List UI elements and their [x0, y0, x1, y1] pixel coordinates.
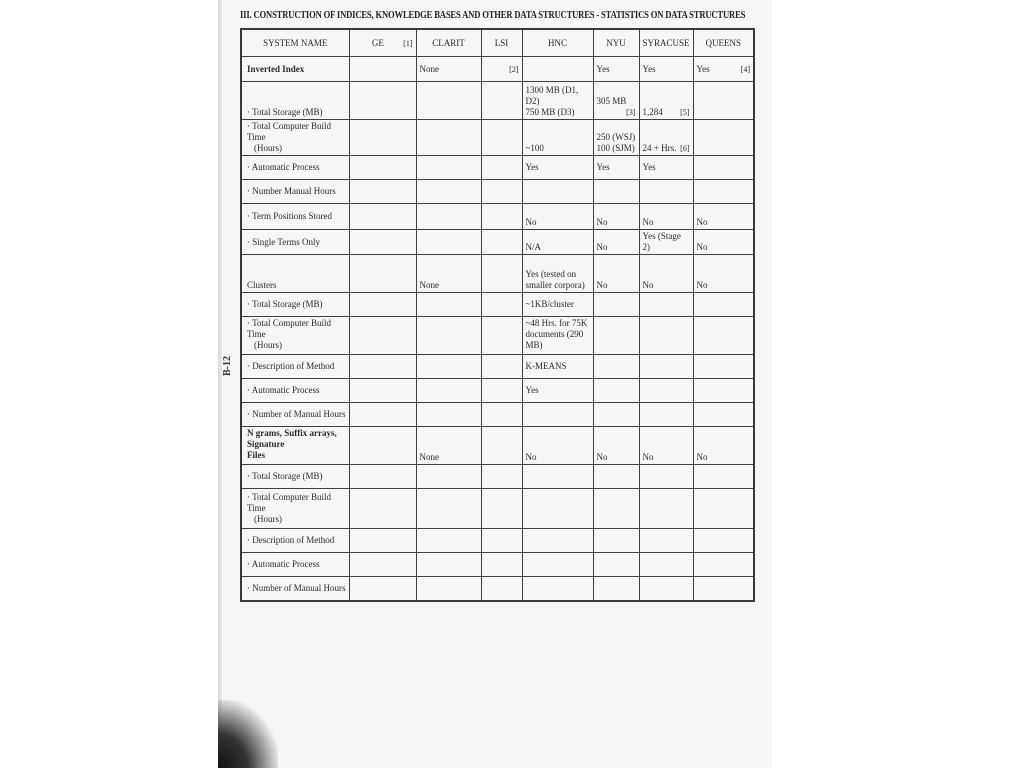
cell-nyu	[593, 120, 639, 156]
cell-ge	[349, 577, 416, 601]
cell-queens	[693, 82, 754, 120]
cell-hnc-line2: documents (290 MB)	[525, 329, 584, 350]
footnote-ref: [2]	[509, 64, 519, 74]
row-label: · Total Storage (MB)	[241, 82, 349, 120]
cell-clarit	[416, 577, 481, 601]
cell-nyu	[593, 317, 639, 355]
row-label-line1: · Total Computer Build Time	[247, 121, 331, 142]
table-row	[241, 180, 754, 204]
cell-syracuse: No	[639, 255, 693, 293]
cell-clarit	[416, 489, 481, 529]
row-label	[241, 120, 349, 156]
cell-nyu	[593, 577, 639, 601]
header-lsi: LSI	[481, 29, 522, 57]
cell-nyu: No	[593, 230, 639, 255]
cell-ge	[349, 204, 416, 230]
row-label-line1: N grams, Suffix arrays, Signature	[247, 428, 337, 449]
cell-nyu: No	[593, 255, 639, 293]
cell-hnc-line2: smaller corpora)	[525, 280, 585, 290]
cell-lsi	[481, 403, 522, 427]
cell-lsi	[481, 57, 522, 82]
cell-lsi	[481, 255, 522, 293]
cell-lsi	[481, 427, 522, 465]
cell-syracuse	[639, 317, 693, 355]
cell-lsi	[481, 293, 522, 317]
footnote-ref: [3]	[626, 108, 636, 117]
cell-syracuse	[639, 82, 693, 120]
cell-ge	[349, 57, 416, 82]
cell-queens: No	[693, 427, 754, 465]
cell-clarit	[416, 379, 481, 403]
cell-ge	[349, 293, 416, 317]
cell-clarit	[416, 120, 481, 156]
cell-syracuse	[639, 465, 693, 489]
cell-hnc	[522, 403, 593, 427]
cell-queens	[693, 553, 754, 577]
table-row	[241, 489, 754, 529]
row-label: · Term Positions Stored	[241, 204, 349, 230]
cell-nyu: No	[593, 204, 639, 230]
cell-nyu: No	[593, 427, 639, 465]
cell-ge	[349, 180, 416, 204]
table-row	[241, 57, 754, 82]
cell-ge	[349, 255, 416, 293]
cell-ge	[349, 465, 416, 489]
cell-queens	[693, 403, 754, 427]
row-label-line2: (Hours)	[254, 143, 282, 153]
document-title: III. CONSTRUCTION OF INDICES, KNOWLEDGE BASES AND OTHER DATA STRUCTURES - STATISTICS ON DATA STRUCTURES	[240, 10, 746, 21]
cell-syracuse	[639, 355, 693, 379]
cell-queens: No	[693, 204, 754, 230]
row-label: · Number of Manual Hours	[241, 403, 349, 427]
cell-hnc	[522, 529, 593, 553]
row-label-line2: (Hours)	[254, 514, 282, 524]
cell-nyu	[593, 82, 639, 120]
table-row	[241, 355, 754, 379]
header-clarit: CLARIT	[416, 29, 481, 57]
cell-lsi	[481, 489, 522, 529]
cell-queens	[693, 180, 754, 204]
cell-nyu: Yes	[593, 156, 639, 180]
table-row	[241, 255, 754, 293]
cell-syracuse	[639, 379, 693, 403]
cell-nyu	[593, 465, 639, 489]
cell-lsi	[481, 577, 522, 601]
header-hnc: HNC	[522, 29, 593, 57]
header-syracuse: SYRACUSE	[639, 29, 693, 57]
row-label: Clusters	[241, 255, 349, 293]
cell-ge	[349, 553, 416, 577]
cell-syracuse: Yes	[639, 156, 693, 180]
table-row	[241, 204, 754, 230]
table-row	[241, 403, 754, 427]
cell-hnc-line1: 1300 MB (D1, D2)	[525, 85, 579, 106]
cell-ge	[349, 230, 416, 255]
table-row	[241, 553, 754, 577]
cell-queens	[693, 489, 754, 529]
cell-nyu: Yes	[593, 57, 639, 82]
cell-syracuse	[639, 293, 693, 317]
cell-nyu	[593, 293, 639, 317]
row-label-line2: Files	[247, 450, 265, 460]
row-label: Inverted Index	[241, 57, 349, 82]
cell-syracuse	[639, 577, 693, 601]
row-label: · Single Terms Only	[241, 230, 349, 255]
header-ge-text: GE	[371, 37, 384, 48]
cell-hnc-line1: Yes (tested on	[525, 269, 577, 279]
cell-hnc: ~1KB/cluster	[522, 293, 593, 317]
cell-hnc	[522, 489, 593, 529]
table-row	[241, 465, 754, 489]
cell-nyu	[593, 355, 639, 379]
table-row	[241, 293, 754, 317]
cell-queens	[693, 577, 754, 601]
cell-syracuse	[639, 403, 693, 427]
cell-hnc: No	[522, 204, 593, 230]
cell-ge	[349, 379, 416, 403]
cell-ge	[349, 529, 416, 553]
header-queens: QUEENS	[693, 29, 754, 57]
cell-lsi	[481, 82, 522, 120]
table-row	[241, 317, 754, 355]
cell-lsi	[481, 230, 522, 255]
cell-syracuse: No	[639, 204, 693, 230]
header-system-name-text: SYSTEM NAME	[263, 37, 328, 48]
cell-nyu	[593, 403, 639, 427]
cell-ge	[349, 427, 416, 465]
cell-clarit	[416, 82, 481, 120]
cell-syracuse	[639, 180, 693, 204]
cell-nyu	[593, 529, 639, 553]
row-label-line2: (Hours)	[254, 340, 282, 350]
row-label-line1: · Total Computer Build Time	[247, 492, 331, 513]
cell-clarit	[416, 230, 481, 255]
cell-hnc-line1: ~48 Hrs. for 75K	[525, 318, 588, 328]
cell-nyu-line2: 100 (SJM)	[596, 143, 635, 153]
table-row	[241, 230, 754, 255]
cell-queens	[693, 379, 754, 403]
cell-lsi	[481, 180, 522, 204]
cell-syracuse: Yes (Stage 2)	[639, 230, 693, 255]
cell-hnc	[522, 255, 593, 293]
row-label	[241, 317, 349, 355]
cell-clarit	[416, 317, 481, 355]
cell-queens: No	[693, 255, 754, 293]
row-label-line1: · Total Computer Build Time	[247, 318, 331, 339]
cell-lsi	[481, 379, 522, 403]
cell-syracuse	[639, 120, 693, 156]
table-row	[241, 427, 754, 465]
table-header-row	[241, 29, 754, 57]
cell-syracuse	[639, 553, 693, 577]
cell-hnc	[522, 57, 593, 82]
cell-hnc: Yes	[522, 379, 593, 403]
cell-ge	[349, 317, 416, 355]
cell-queens	[693, 57, 754, 82]
table-row	[241, 577, 754, 601]
row-label: · Number Manual Hours	[241, 180, 349, 204]
cell-queens	[693, 465, 754, 489]
cell-nyu-line1: 250 (WSJ)	[596, 132, 636, 142]
cell-hnc	[522, 577, 593, 601]
cell-lsi	[481, 120, 522, 156]
cell-nyu	[593, 180, 639, 204]
cell-ge	[349, 82, 416, 120]
cell-lsi	[481, 204, 522, 230]
cell-clarit	[416, 403, 481, 427]
table-row	[241, 379, 754, 403]
header-system-name	[241, 29, 349, 57]
cell-nyu	[593, 489, 639, 529]
footnote-ref: [1]	[403, 38, 413, 48]
cell-nyu	[593, 553, 639, 577]
table-row	[241, 156, 754, 180]
cell-hnc	[522, 317, 593, 355]
cell-clarit	[416, 355, 481, 379]
cell-hnc: ~100	[522, 120, 593, 156]
page-number: B-12	[222, 356, 233, 376]
row-label: · Automatic Process	[241, 156, 349, 180]
cell-hnc: N/A	[522, 230, 593, 255]
cell-lsi	[481, 355, 522, 379]
cell-syracuse: Yes	[639, 57, 693, 82]
cell-clarit	[416, 293, 481, 317]
cell-queens	[693, 355, 754, 379]
cell-queens	[693, 120, 754, 156]
cell-clarit	[416, 204, 481, 230]
footnote-ref: [5]	[680, 108, 690, 117]
row-label: · Description of Method	[241, 355, 349, 379]
row-label: · Description of Method	[241, 529, 349, 553]
cell-nyu	[593, 379, 639, 403]
cell-clarit	[416, 529, 481, 553]
cell-lsi	[481, 156, 522, 180]
cell-syracuse: No	[639, 427, 693, 465]
cell-queens	[693, 317, 754, 355]
cell-hnc	[522, 180, 593, 204]
cell-queens	[693, 529, 754, 553]
cell-ge	[349, 355, 416, 379]
cell-clarit	[416, 180, 481, 204]
row-label: · Automatic Process	[241, 553, 349, 577]
cell-clarit: None	[416, 427, 481, 465]
row-label	[241, 489, 349, 529]
cell-queens	[693, 293, 754, 317]
cell-clarit: None	[416, 57, 481, 82]
cell-ge	[349, 156, 416, 180]
cell-hnc: No	[522, 427, 593, 465]
table-row	[241, 529, 754, 553]
cell-syracuse	[639, 489, 693, 529]
cell-hnc: K-MEANS	[522, 355, 593, 379]
cell-syracuse	[639, 529, 693, 553]
cell-queens: No	[693, 230, 754, 255]
cell-ge	[349, 120, 416, 156]
table-row	[241, 120, 754, 156]
cell-hnc: Yes	[522, 156, 593, 180]
footnote-ref: [4]	[740, 64, 750, 74]
cell-syracuse-text: 24 + Hrs.	[642, 143, 677, 153]
cell-queens-text: Yes	[696, 63, 710, 74]
cell-ge	[349, 403, 416, 427]
row-label: · Automatic Process	[241, 379, 349, 403]
table-row	[241, 82, 754, 120]
row-label	[241, 427, 349, 465]
row-label: · Number of Manual Hours	[241, 577, 349, 601]
row-label: · Total Storage (MB)	[241, 293, 349, 317]
cell-lsi	[481, 529, 522, 553]
cell-clarit	[416, 156, 481, 180]
cell-lsi	[481, 553, 522, 577]
cell-hnc	[522, 82, 593, 120]
cell-hnc	[522, 553, 593, 577]
cell-lsi	[481, 317, 522, 355]
footnote-ref: [6]	[680, 144, 690, 153]
cell-clarit	[416, 465, 481, 489]
cell-clarit	[416, 553, 481, 577]
row-label: · Total Storage (MB)	[241, 465, 349, 489]
cell-clarit: None	[416, 255, 481, 293]
cell-ge	[349, 489, 416, 529]
cell-hnc	[522, 465, 593, 489]
cell-lsi	[481, 465, 522, 489]
statistics-table	[240, 28, 755, 602]
cell-syracuse-text: 1,284	[642, 107, 663, 117]
cell-hnc-line2: 750 MB (D3)	[525, 107, 575, 117]
header-ge	[349, 29, 416, 57]
scan-corner-smudge	[218, 700, 278, 768]
cell-queens	[693, 156, 754, 180]
cell-nyu-text: 305 MB	[596, 96, 627, 106]
header-nyu: NYU	[593, 29, 639, 57]
